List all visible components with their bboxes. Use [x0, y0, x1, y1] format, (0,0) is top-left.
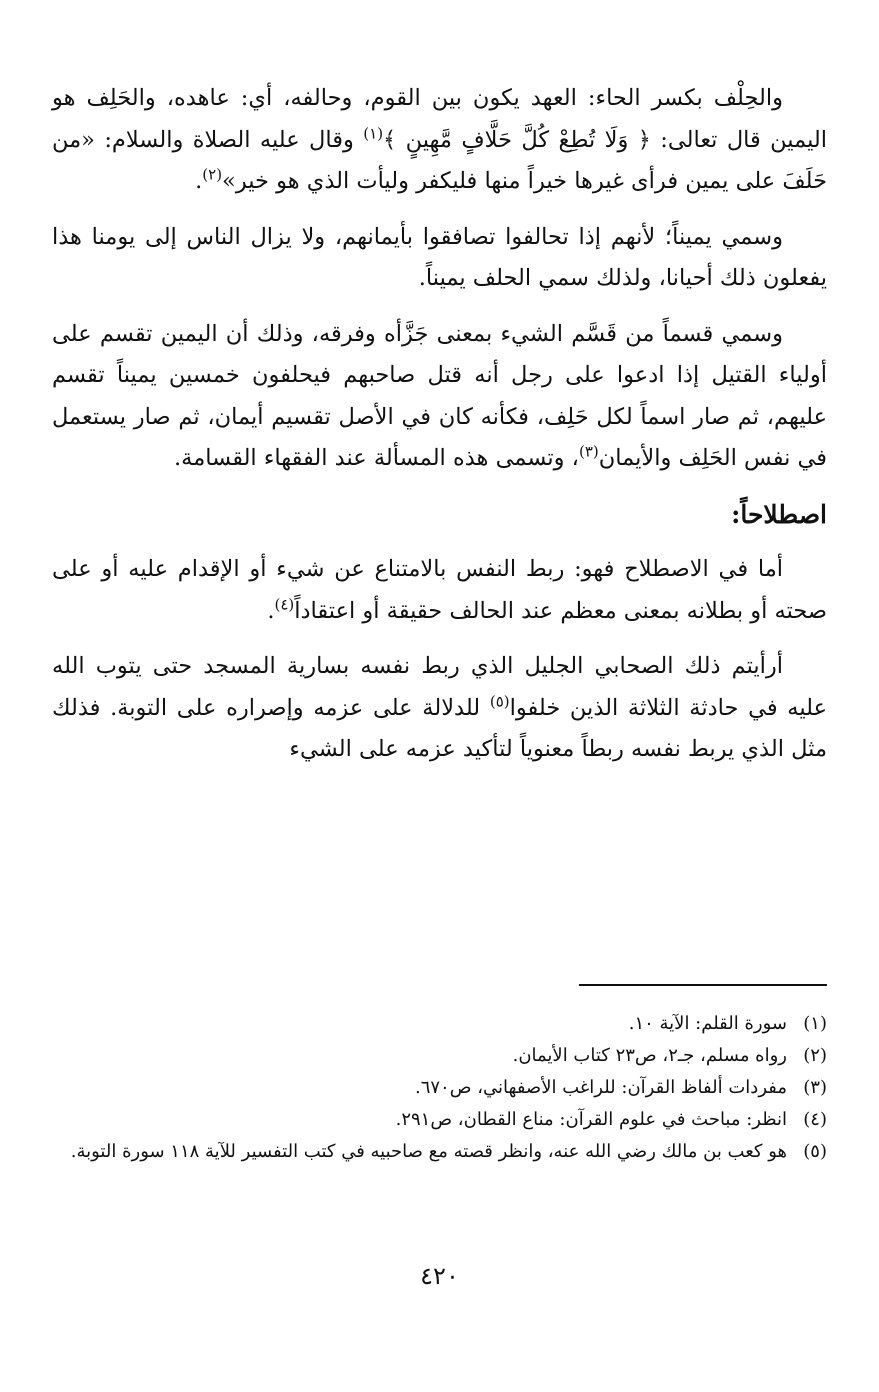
page-number: ٤٢٠ [420, 1262, 459, 1290]
footnote-number: (٢) [803, 1045, 827, 1066]
footnote-item [52, 1104, 827, 1136]
text-segment: . [195, 168, 203, 194]
footnote-item [52, 1136, 827, 1168]
section-heading: اصطلاحاً: [731, 499, 827, 529]
paragraph [52, 217, 827, 300]
text-segment: وسمي يميناً؛ لأنهم إذا تحالفوا تصافقوا بأيمانهم، ولا يزال الناس إلى يومنا هذا يفعلون ذلك أحيانا، ولذلك سمي الحلف يميناً. [52, 223, 827, 291]
footnote-marker: (٥) [489, 692, 510, 710]
paragraph [52, 78, 827, 203]
footnote-marker: (٢) [202, 165, 223, 184]
footnote-item [52, 1072, 827, 1104]
footnote-marker: (١) [363, 124, 384, 142]
footnote-text: انظر: مباحث في علوم القرآن: مناع القطان، ص٢٩١. [395, 1109, 787, 1130]
text-segment: . [267, 597, 275, 624]
footnote-marker: (٣) [578, 442, 599, 461]
footnote-number: (١) [803, 1013, 827, 1034]
footnote-item [52, 1008, 827, 1040]
text-segment: وقال عليه الصلاة والسلام: «من حَلَفَ على يمين فرأى غيرها خيراً منها فليكفر وليأت الذي هو خير» [52, 126, 827, 194]
paragraphs-after-heading [52, 549, 827, 771]
paragraphs-before-heading [52, 78, 827, 480]
footnote-text: مفردات ألفاظ القرآن: للراغب الأصفهاني، ص٦٧٠. [414, 1077, 787, 1098]
footnote-item [52, 1040, 827, 1072]
paragraph [52, 549, 827, 632]
body-text [52, 78, 827, 785]
paragraph [52, 646, 827, 771]
footnote-text: سورة القلم: الآية ١٠. [628, 1013, 787, 1034]
text-segment: أما في الاصطلاح فهو: ربط النفس بالامتناع عن شيء أو الإقدام عليه أو على صحته أو بطلانه بمعنى معظم عند الحالف حقيقة أو اعتقاداً [52, 556, 827, 624]
text-segment: أرأيتم ذلك الصحابي الجليل الذي ربط نفسه بسارية المسجد حتى يتوب الله عليه في حادثة الثلاثة الذين خلفوا [52, 653, 827, 721]
footnote-separator [579, 984, 827, 986]
footnote-text: هو كعب بن مالك رضي الله عنه، وانظر قصته مع صاحبيه في كتب التفسير للآية ١١٨ سورة التوبة. [70, 1141, 787, 1162]
footnote-number: (٤) [803, 1109, 827, 1130]
footnote-marker: (٤) [274, 595, 295, 613]
text-segment: وسمي قسماً من قَسَّم الشيء بمعنى جَزَّأه وفرقه، وذلك أن اليمين تقسم على أولياء القتيل إذا ادعوا على رجل أنه قتل صاحبهم فيحلفون خمسين يميناً تقسم عليهم، ثم صار اسماً لكل حَلِف، فكأنه كان في الأصل تقسيم أيمان، ثم صار يستعمل في نفس الحَلِف والأيمان [52, 320, 827, 471]
footnote-number: (٣) [803, 1077, 827, 1098]
footnotes [52, 1008, 827, 1168]
text-segment: والحِلْف بكسر الحاء: العهد يكون بين القوم، وحالفه، أي: عاهده، والحَلِف هو اليمين قال تعالى: ﴿ وَلَا تُطِعْ كُلَّ حَلَّافٍ مَّهِينٍ ﴾ [52, 85, 827, 153]
text-segment: ، وتسمى هذه المسألة عند الفقهاء القسامة. [174, 445, 579, 471]
footnote-number: (٥) [803, 1141, 827, 1162]
footnote-text: رواه مسلم، جـ٢، ص٢٣ كتاب الأيمان. [512, 1045, 787, 1066]
paragraph [52, 314, 827, 480]
text-segment: للدلالة على عزمه وإصراره على التوبة. فذلك مثل الذي يربط نفسه ربطاً معنوياً لتأكيد عزمه على الشيء [52, 694, 827, 762]
